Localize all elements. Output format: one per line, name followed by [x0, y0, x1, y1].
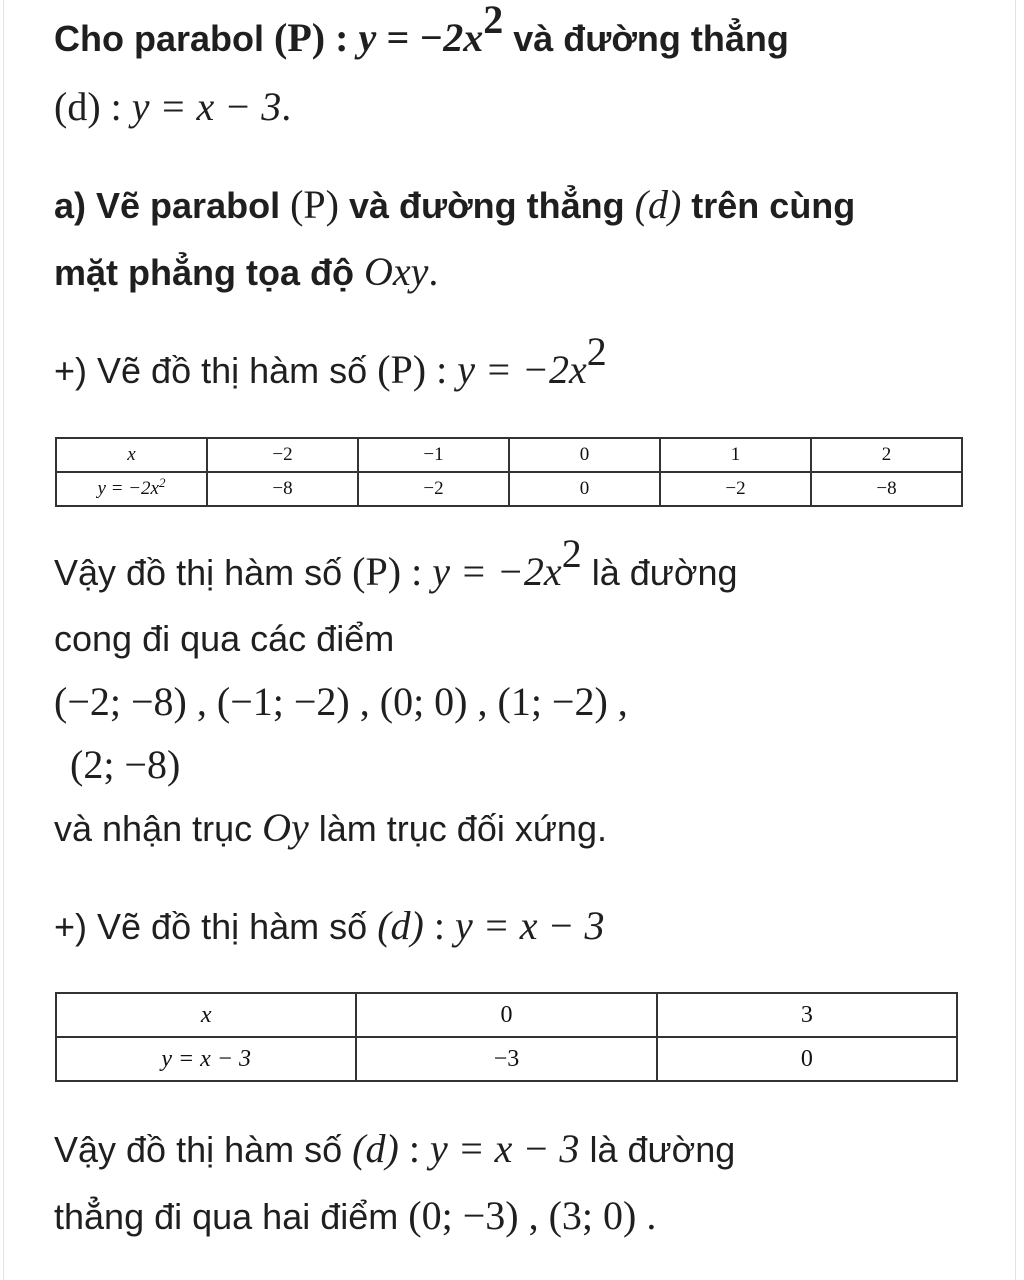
- problem-line-1: [54, 0, 789, 61]
- colon: :: [401, 549, 433, 594]
- table-cell-y-label: [56, 472, 207, 506]
- exponent: 2: [561, 531, 582, 576]
- line-equation: y = x − 3: [131, 84, 282, 129]
- and-line-text: và đường thẳng: [503, 18, 789, 59]
- points-line-1: (−2; −8) , (−1; −2) , (0; 0) , (1; −2) ,: [54, 679, 628, 724]
- line-equation: y = x − 3: [454, 903, 605, 948]
- exponent: 2: [483, 0, 504, 42]
- table-cell-x-label: x: [56, 438, 207, 472]
- step-d-heading: [54, 904, 604, 949]
- left-border: [3, 0, 4, 1280]
- part-a-mid: và đường thẳng: [338, 185, 635, 226]
- conclusion-d-end: là đường: [579, 1129, 736, 1170]
- part-a-line-2-text: mặt phẳng tọa độ: [54, 252, 364, 293]
- table-cell-y-label: y = x − 3: [56, 1037, 356, 1081]
- table-cell-x-label: x: [56, 993, 356, 1037]
- axis-text-start: và nhận trục: [54, 808, 263, 849]
- colon: :: [426, 347, 458, 392]
- points-line-2: (2; −8): [70, 742, 181, 787]
- conclusion-p-start: Vậy đồ thị hàm số: [54, 552, 353, 593]
- table-cell: 3: [657, 993, 957, 1037]
- table-cell: −3: [356, 1037, 656, 1081]
- y-label-text: y = −2x: [97, 478, 159, 499]
- table-cell: −8: [811, 472, 962, 506]
- parabol-value-table: [55, 437, 963, 507]
- table-cell: 1: [660, 438, 811, 472]
- table-row: [56, 993, 957, 1037]
- step-d-text: +) Vẽ đồ thị hàm số: [54, 906, 378, 947]
- step-p-text: +) Vẽ đồ thị hàm số: [54, 350, 378, 391]
- axis-label: Oy: [262, 805, 309, 850]
- table-cell: 0: [509, 472, 660, 506]
- table-cell: 0: [356, 993, 656, 1037]
- conclusion-p-line-1: [54, 531, 738, 595]
- part-a-end: trên cùng: [681, 185, 856, 226]
- table-cell: −2: [207, 438, 358, 472]
- colon: :: [398, 1126, 430, 1171]
- line-label: (d): [377, 903, 424, 948]
- table-cell: 0: [657, 1037, 957, 1081]
- parabol-label: (P): [274, 15, 326, 60]
- parabol-equation: y = −2x: [358, 15, 484, 60]
- conclusion-d-line-2-text: thẳng đi qua hai điểm: [54, 1196, 409, 1237]
- colon: :: [423, 903, 455, 948]
- problem-intro: Cho parabol: [54, 18, 265, 59]
- conclusion-p-line-4: [54, 806, 607, 851]
- exponent: 2: [159, 475, 166, 490]
- colon: :: [100, 84, 132, 129]
- table-row: [56, 1037, 957, 1081]
- parabol-equation: y = −2x: [432, 549, 562, 594]
- line-label: (d): [54, 84, 101, 129]
- line-label: (d): [352, 1126, 399, 1171]
- table-cell: −2: [358, 472, 509, 506]
- part-a-line-2: [54, 250, 438, 295]
- table-cell: 2: [811, 438, 962, 472]
- conclusion-d-line-1: [54, 1127, 735, 1172]
- parabol-equation: y = −2x: [457, 347, 587, 392]
- period: .: [281, 84, 292, 129]
- table-row: [56, 472, 962, 506]
- table-cell: 0: [509, 438, 660, 472]
- table-cell: −1: [358, 438, 509, 472]
- period: .: [636, 1193, 657, 1238]
- line-points: (0; −3) , (3; 0): [408, 1193, 637, 1238]
- conclusion-p-line-2: cong đi qua các điểm: [54, 618, 395, 659]
- exponent: 2: [586, 329, 607, 374]
- table-cell: −2: [660, 472, 811, 506]
- parabol-label: (P): [290, 182, 339, 227]
- axis-text-end: làm trục đối xứng.: [308, 808, 607, 849]
- parabol-label: (P): [377, 347, 427, 392]
- conclusion-p-end: là đường: [581, 552, 738, 593]
- line-equation: y = x − 3: [429, 1126, 580, 1171]
- conclusion-d-line-2: [54, 1194, 656, 1239]
- table-cell: −8: [207, 472, 358, 506]
- line-value-table: [55, 992, 958, 1082]
- table-row: [56, 438, 962, 472]
- right-border: [1015, 0, 1016, 1280]
- step-p-heading: [54, 329, 607, 393]
- parabol-label: (P): [352, 549, 402, 594]
- problem-line-2: [54, 85, 291, 130]
- colon: :: [325, 15, 359, 60]
- part-a-line-1: [54, 183, 855, 228]
- part-a-start: a) Vẽ parabol: [54, 185, 291, 226]
- line-label: (d): [634, 182, 682, 227]
- period: .: [428, 249, 439, 294]
- oxy-label: Oxy: [364, 249, 429, 294]
- conclusion-d-start: Vậy đồ thị hàm số: [54, 1129, 353, 1170]
